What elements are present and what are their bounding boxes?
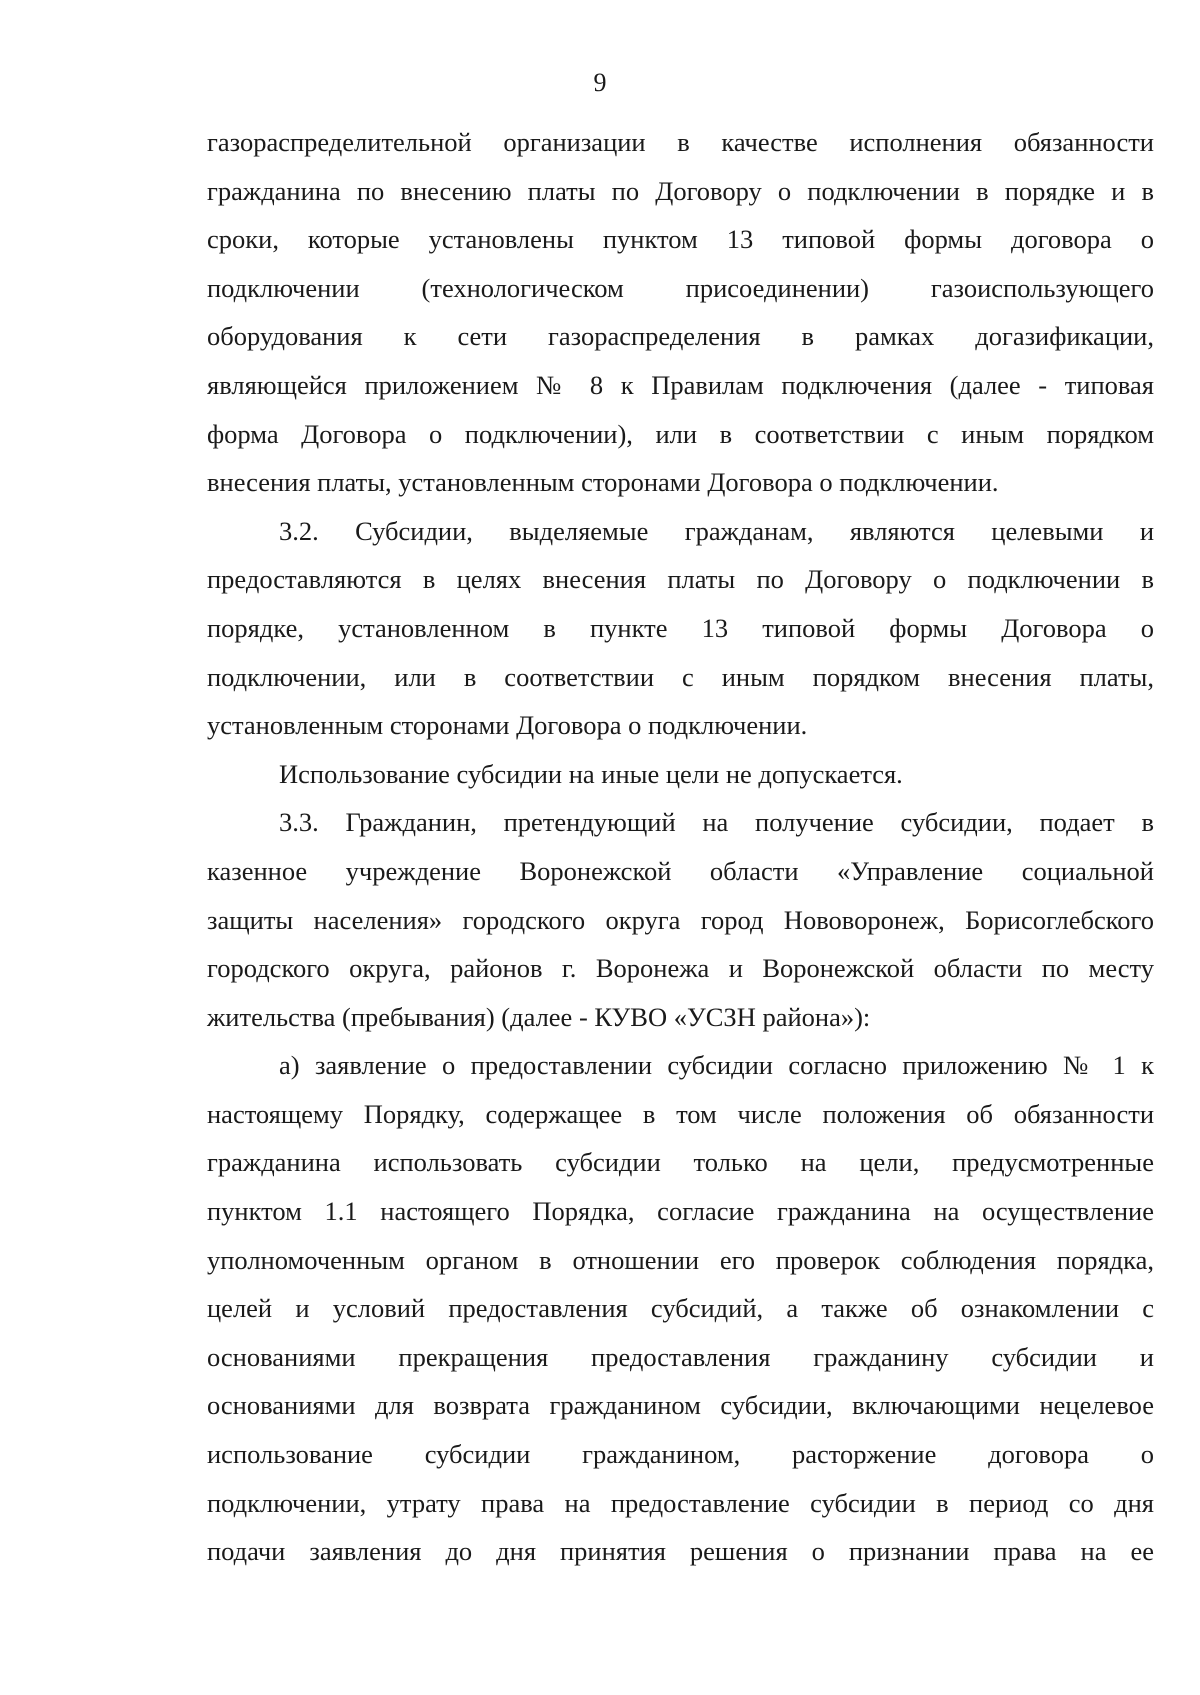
page-number: 9 (593, 68, 607, 97)
text-line: гражданина по внесению платы по Договору о подключении в порядке и в (207, 175, 1154, 206)
text-line: форма Договора о подключении), или в соответствии с иным порядком (207, 418, 1154, 449)
text-line: оборудования к сети газораспределения в рамках догазификации, (207, 321, 1154, 352)
text-line: жительства (пребывания) (далее - КУВО «УСЗН района»): (207, 1001, 871, 1032)
text-line: 3.2. Субсидии, выделяемые гражданам, являются целевыми и (279, 515, 1154, 546)
text-line: подключении, или в соответствии с иным порядком внесения платы, (207, 661, 1154, 692)
text-line: газораспределительной организации в качестве исполнения обязанности (207, 127, 1154, 157)
text-line: являющейся приложением № 8 к Правилам подключения (далее - типовая (207, 369, 1154, 400)
text-line: пунктом 1.1 настоящего Порядка, согласие гражданина на осуществление (207, 1196, 1154, 1227)
text-line: городского округа, районов г. Воронежа и Воронежской области по месту (207, 953, 1154, 984)
text-line: установленным сторонами Договора о подключении. (207, 710, 808, 741)
text-line: подключении, утрату права на предоставление субсидии в период со дня (207, 1487, 1154, 1518)
text-line: внесения платы, установленным сторонами Договора о подключении. (207, 467, 999, 498)
text-line: гражданина использовать субсидии только на цели, предусмотренные (207, 1147, 1154, 1178)
text-line: настоящему Порядку, содержащее в том числе положения об обязанности (207, 1098, 1154, 1129)
text-line: основаниями прекращения предоставления гражданину субсидии и (207, 1341, 1154, 1372)
text-line: основаниями для возврата гражданином субсидии, включающими нецелевое (207, 1390, 1154, 1421)
text-line: подключении (технологическом присоединении) газоиспользующего (207, 272, 1154, 303)
text-line: использование субсидии гражданином, расторжение договора о (207, 1439, 1154, 1470)
text-line: защиты населения» городского округа город Нововоронеж, Борисоглебского (207, 904, 1154, 935)
text-line: Использование субсидии на иные цели не допускается. (279, 758, 903, 789)
text-line: 3.3. Гражданин, претендующий на получение субсидии, подает в (279, 807, 1154, 838)
text-line: предоставляются в целях внесения платы по Договору о подключении в (207, 564, 1154, 595)
text-line: а) заявление о предоставлении субсидии согласно приложению № 1 к (279, 1050, 1154, 1081)
text-line: подачи заявления до дня принятия решения о признании права на ее (207, 1536, 1154, 1567)
text-line: целей и условий предоставления субсидий, а также об ознакомлении с (207, 1293, 1154, 1324)
text-line: казенное учреждение Воронежской области «Управление социальной (207, 855, 1154, 886)
text-line: уполномоченным органом в отношении его проверок соблюдения порядка, (207, 1244, 1154, 1275)
text-line: порядке, установленном в пункте 13 типовой формы Договора о (207, 612, 1154, 643)
text-line: сроки, которые установлены пунктом 13 типовой формы договора о (207, 224, 1154, 255)
document-body-text (207, 118, 1154, 1576)
